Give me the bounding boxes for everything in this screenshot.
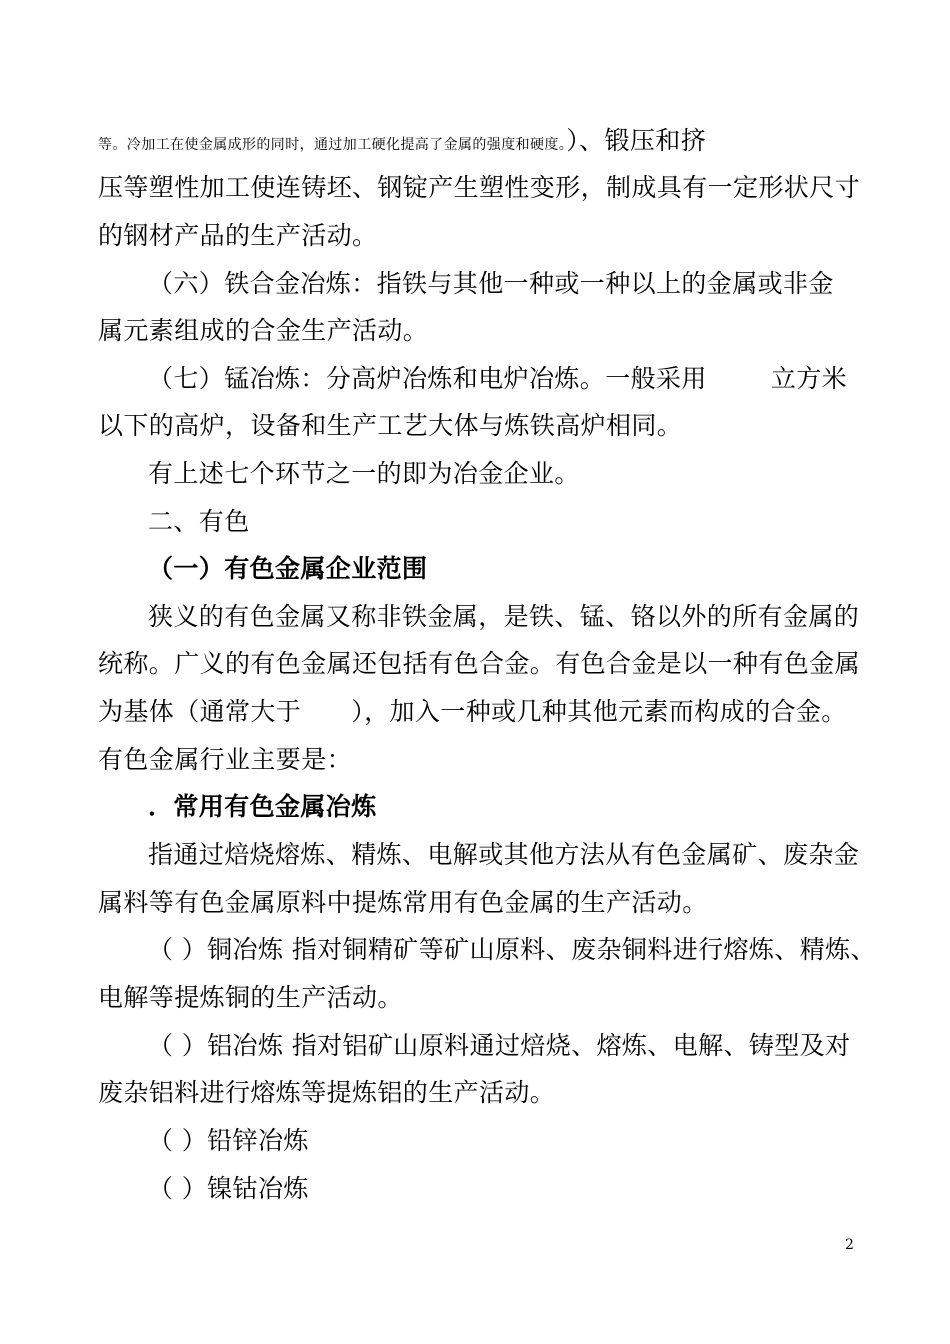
inline-note: 等。冷加工在使金属成形的同时，通过加工硬化提高了金属的强度和硬度。 (98, 137, 567, 153)
paragraph-line: 废杂铝料进行熔炼等提炼铝的生产活动。 (98, 1078, 556, 1107)
list-item: （ ）铅锌冶炼 (148, 1126, 309, 1155)
subsection-heading: （一）有色金属企业范围 (148, 554, 428, 583)
line-text: 立方米 (770, 364, 848, 393)
paragraph-line: （六）铁合金冶炼：指铁与其他一种或一种以上的金属或非金 (148, 269, 834, 298)
page-number: 2 (845, 1237, 854, 1253)
paragraph-line: 有色金属行业主要是： (98, 745, 353, 774)
line-text: 为基体（通常大于 (98, 697, 302, 726)
list-item: （ ）镍钴冶炼 (148, 1174, 309, 1203)
paragraph-line (98, 126, 706, 160)
paragraph-line: 以下的高炉，设备和生产工艺大体与炼铁高炉相同。 (98, 411, 683, 440)
paragraph-line: 统称。广义的有色金属还包括有色合金。有色合金是以一种有色金属 (98, 649, 861, 678)
paragraph-line: 的钢材产品的生产活动。 (98, 221, 378, 250)
paragraph-line: 狭义的有色金属又称非铁金属，是铁、锰、铬以外的所有金属的 (148, 602, 860, 631)
paragraph-line (98, 697, 847, 727)
paragraph-line: 指通过焙烧熔炼、精炼、电解或其他方法从有色金属矿、废杂金 (148, 840, 860, 869)
line-text: ），加入一种或几种其他元素而构成的合金。 (351, 697, 847, 726)
paragraph-line: 属元素组成的合金生产活动。 (98, 316, 429, 345)
paragraph-line: 压等塑性加工使连铸坯、钢锭产生塑性变形，制成具有一定形状尺寸 (98, 173, 861, 202)
line-text: （七）锰冶炼：分高炉冶炼和电炉冶炼。一般采用 (148, 364, 707, 393)
paragraph-line: 有上述七个环节之一的即为冶金企业。 (148, 459, 580, 488)
paragraph-line: 属料等有色金属原料中提炼常用有色金属的生产活动。 (98, 888, 708, 917)
line-continuation: ）、锻压和挤 (566, 126, 707, 155)
paragraph-line (148, 364, 847, 394)
paragraph-line: （ ）铜冶炼 指对铜精矿等矿山原料、废杂铜料进行熔炼、精炼、 (148, 935, 876, 964)
subsection-heading: ．常用有色金属冶炼 (148, 792, 377, 821)
paragraph-line: 电解等提炼铜的生产活动。 (98, 983, 403, 1012)
section-heading: 二、有色 (148, 507, 250, 536)
paragraph-line: （ ）铝冶炼 指对铝矿山原料通过焙烧、熔炼、电解、铸型及对 (148, 1031, 851, 1060)
